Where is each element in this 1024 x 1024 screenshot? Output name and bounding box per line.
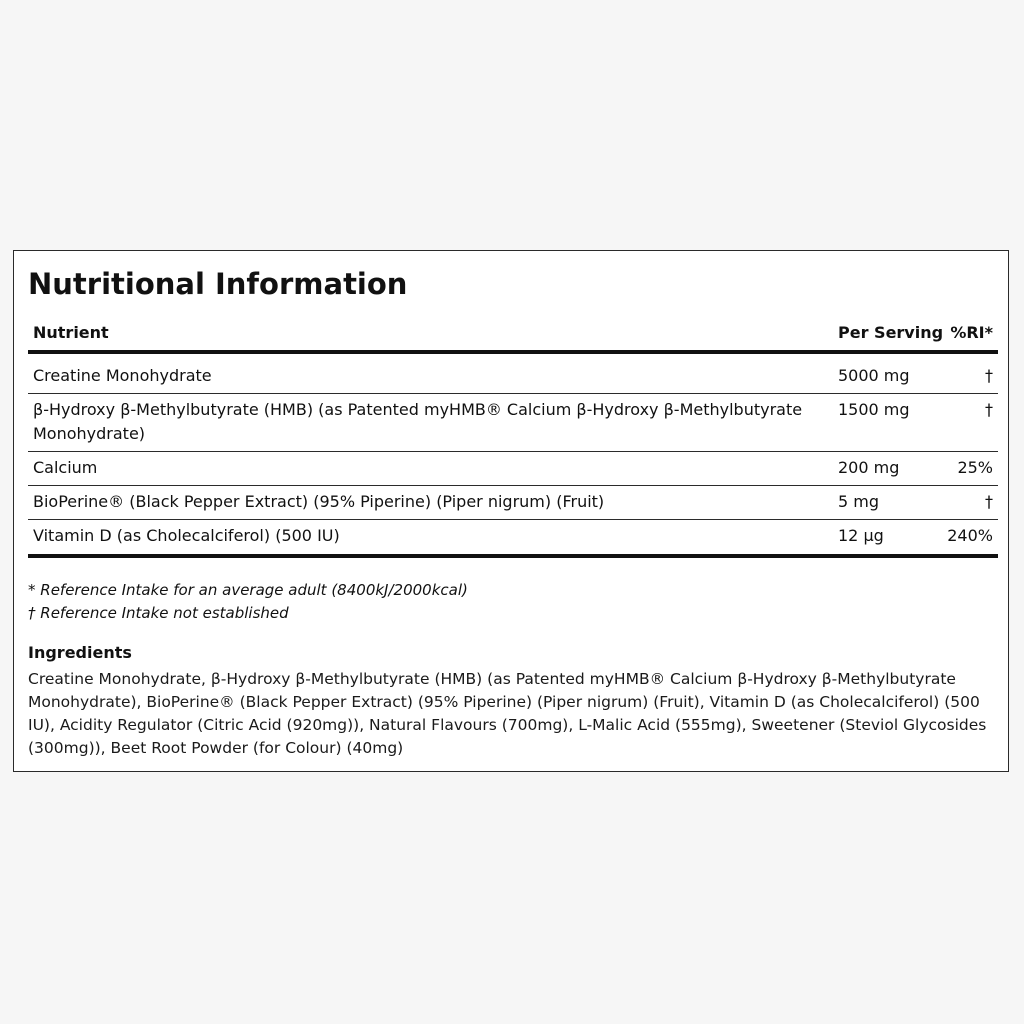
ri-value: † bbox=[938, 352, 998, 394]
per-serving-value: 5 mg bbox=[833, 486, 938, 520]
per-serving-value: 200 mg bbox=[833, 452, 938, 486]
nutrient-name: BioPerine® (Black Pepper Extract) (95% Piperine) (Piper nigrum) (Fruit) bbox=[28, 486, 833, 520]
header-ri: %RI* bbox=[938, 314, 998, 352]
per-serving-value: 5000 mg bbox=[833, 352, 938, 394]
footnote-not-established: † Reference Intake not established bbox=[28, 604, 289, 622]
ri-value: 25% bbox=[938, 452, 998, 486]
nutrient-name: Creatine Monohydrate bbox=[28, 352, 833, 394]
table-row bbox=[28, 394, 998, 452]
footnotes bbox=[28, 579, 468, 625]
header-per-serving: Per Serving bbox=[833, 314, 938, 352]
per-serving-value: 12 µg bbox=[833, 520, 938, 557]
table-row bbox=[28, 486, 998, 520]
ri-value: † bbox=[938, 486, 998, 520]
nutrient-name: Vitamin D (as Cholecalciferol) (500 IU) bbox=[28, 520, 833, 557]
table-row bbox=[28, 352, 998, 394]
table-row bbox=[28, 452, 998, 486]
ingredients-text: Creatine Monohydrate, β-Hydroxy β-Methylbutyrate (HMB) (as Patented myHMB® Calcium β-Hydroxy β-Methylbutyrate Monohydrate), BioPerine® (Black Pepper Extract) (95% Piperine) (Piper nigrum) (Fruit), Vitamin D (as Cholecalciferol) (500 IU), Acidity Regulator (Citric Acid (920mg)), Natural Flavours (700mg), L-Malic Acid (555mg), Sweetener (Steviol Glycosides (300mg)), Beet Root Powder (for Colour) (40mg) bbox=[28, 670, 987, 757]
nutrient-name: Calcium bbox=[28, 452, 833, 486]
panel-title: Nutritional Information bbox=[28, 267, 408, 301]
ingredients-heading: Ingredients bbox=[28, 643, 132, 662]
table-row bbox=[28, 520, 998, 557]
per-serving-value: 1500 mg bbox=[833, 394, 938, 452]
header-nutrient: Nutrient bbox=[28, 314, 833, 352]
table-header-row bbox=[28, 314, 998, 352]
footnote-reference-intake: * Reference Intake for an average adult (8400kJ/2000kcal) bbox=[28, 581, 468, 599]
nutrient-name: β-Hydroxy β-Methylbutyrate (HMB) (as Patented myHMB® Calcium β-Hydroxy β-Methylbutyrate Monohydrate) bbox=[28, 394, 833, 452]
nutrition-table bbox=[28, 314, 998, 558]
ri-value: 240% bbox=[938, 520, 998, 557]
ri-value: † bbox=[938, 394, 998, 452]
nutrition-panel bbox=[13, 250, 1009, 772]
